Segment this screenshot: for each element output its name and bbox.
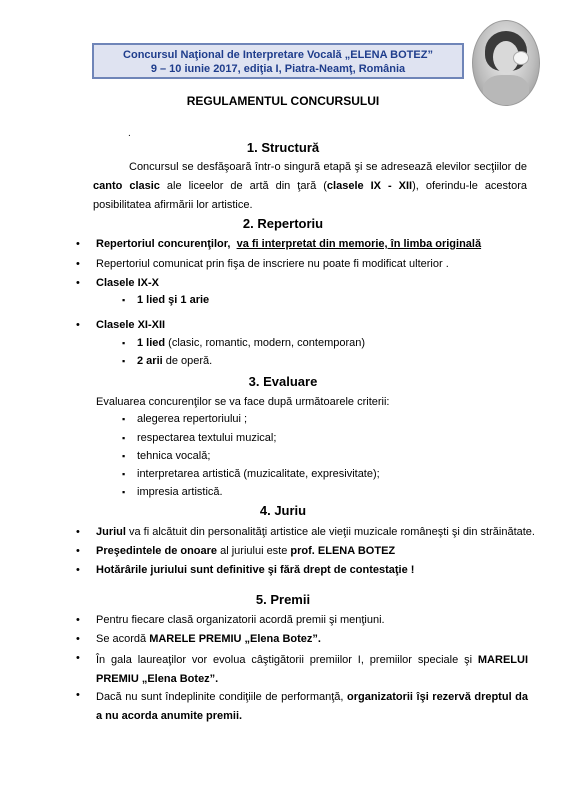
square-bullet-icon: ▪ xyxy=(122,451,126,461)
bullet-icon: • xyxy=(76,689,80,701)
repertoire-item-4: Clasele XI-XII xyxy=(96,319,166,331)
prize-item-3: În gala laureaţilor vor evolua câştigătorii premiilor I, premiilor speciale şi MARELUI PREMIU „Elena Botez”. xyxy=(96,654,528,685)
repertoire-item-3: Clasele IX-X xyxy=(96,277,159,289)
square-bullet-icon: ▪ xyxy=(122,338,126,348)
repertoire-subitem: 1 lied (clasic, romantic, modern, contemporan) xyxy=(137,337,366,349)
document-title: REGULAMENTUL CONCURSULUI xyxy=(186,94,380,108)
evaluation-intro: Evaluarea concurenţilor se va face după următoarele criterii: xyxy=(96,396,390,408)
criteria-item: interpretarea artistică (muzicalitate, expresivitate); xyxy=(137,468,380,480)
bullet-icon: • xyxy=(76,633,80,645)
prize-item-4: Dacă nu sunt îndeplinite condiţiile de performanţă, organizatorii îşi rezervă dreptul da a nu acorda anumite premii. xyxy=(96,691,528,722)
repertoire-subitem: 1 lied şi 1 arie xyxy=(137,294,210,306)
square-bullet-icon: ▪ xyxy=(122,469,126,479)
jury-item-2: Preşedintele de onoare al juriului este prof. ELENA BOTEZ xyxy=(96,545,396,557)
section-4-heading: 4. Juriu xyxy=(259,503,307,518)
bullet-icon: • xyxy=(76,545,80,557)
square-bullet-icon: ▪ xyxy=(122,487,126,497)
jury-item-1: Juriul va fi alcătuit din personalităţi artistice ale vieţii muzicale româneşti şi din străinătate. xyxy=(96,526,535,538)
prize-item-1: Pentru fiecare clasă organizatorii acordă premii şi menţiuni. xyxy=(96,614,385,626)
section-1-paragraph: Concursul se desfăşoară într-o singură etapă şi se adresează elevilor secţiilor de canto clasic ale liceelor de artă din ţară (clasele IX - XII), oferindu-le acestora posibilitatea afirmării lor artistice. xyxy=(93,161,528,211)
square-bullet-icon: ▪ xyxy=(122,414,126,424)
bullet-icon: • xyxy=(76,614,80,626)
repertoire-item-2: Repertoriul comunicat prin fişa de inscriere nu poate fi modificat ulterior . xyxy=(96,258,449,270)
header-line-2: 9 – 10 iunie 2017, ediţia I, Piatra-Neamţ, România xyxy=(150,63,406,75)
section-1-heading: 1. Structură xyxy=(246,140,320,155)
bullet-icon: • xyxy=(76,277,80,289)
header-line-1: Concursul Naţional de Interpretare Vocală „ELENA BOTEZ” xyxy=(123,49,433,61)
jury-item-3: Hotărârile juriului sunt definitive şi fără drept de contestaţie ! xyxy=(96,564,415,576)
bullet-icon: • xyxy=(76,652,80,664)
header-banner xyxy=(92,43,464,79)
repertoire-item-1: Repertoriul concurenţilor, va fi interpretat din memorie, în limba originală xyxy=(96,238,482,250)
square-bullet-icon: ▪ xyxy=(122,433,126,443)
repertoire-subitem: 2 arii de operă. xyxy=(137,355,213,367)
criteria-item: tehnica vocală; xyxy=(137,450,211,462)
section-2-heading: 2. Repertoriu xyxy=(242,216,324,231)
prize-item-2: Se acordă MARELE PREMIU „Elena Botez”. xyxy=(96,633,321,645)
bullet-icon: • xyxy=(76,258,80,270)
criteria-item: alegerea repertoriului ; xyxy=(137,413,248,425)
section-5-heading: 5. Premii xyxy=(255,592,311,607)
criteria-item: respectarea textului muzical; xyxy=(137,432,277,444)
bullet-icon: • xyxy=(76,526,80,538)
square-bullet-icon: ▪ xyxy=(122,295,126,305)
criteria-item: impresia artistică. xyxy=(137,486,223,498)
bullet-icon: • xyxy=(76,238,80,250)
stray-mark: . xyxy=(128,128,131,139)
section-3-heading: 3. Evaluare xyxy=(248,374,318,389)
bullet-icon: • xyxy=(76,564,80,576)
square-bullet-icon: ▪ xyxy=(122,356,126,366)
bullet-icon: • xyxy=(76,319,80,331)
